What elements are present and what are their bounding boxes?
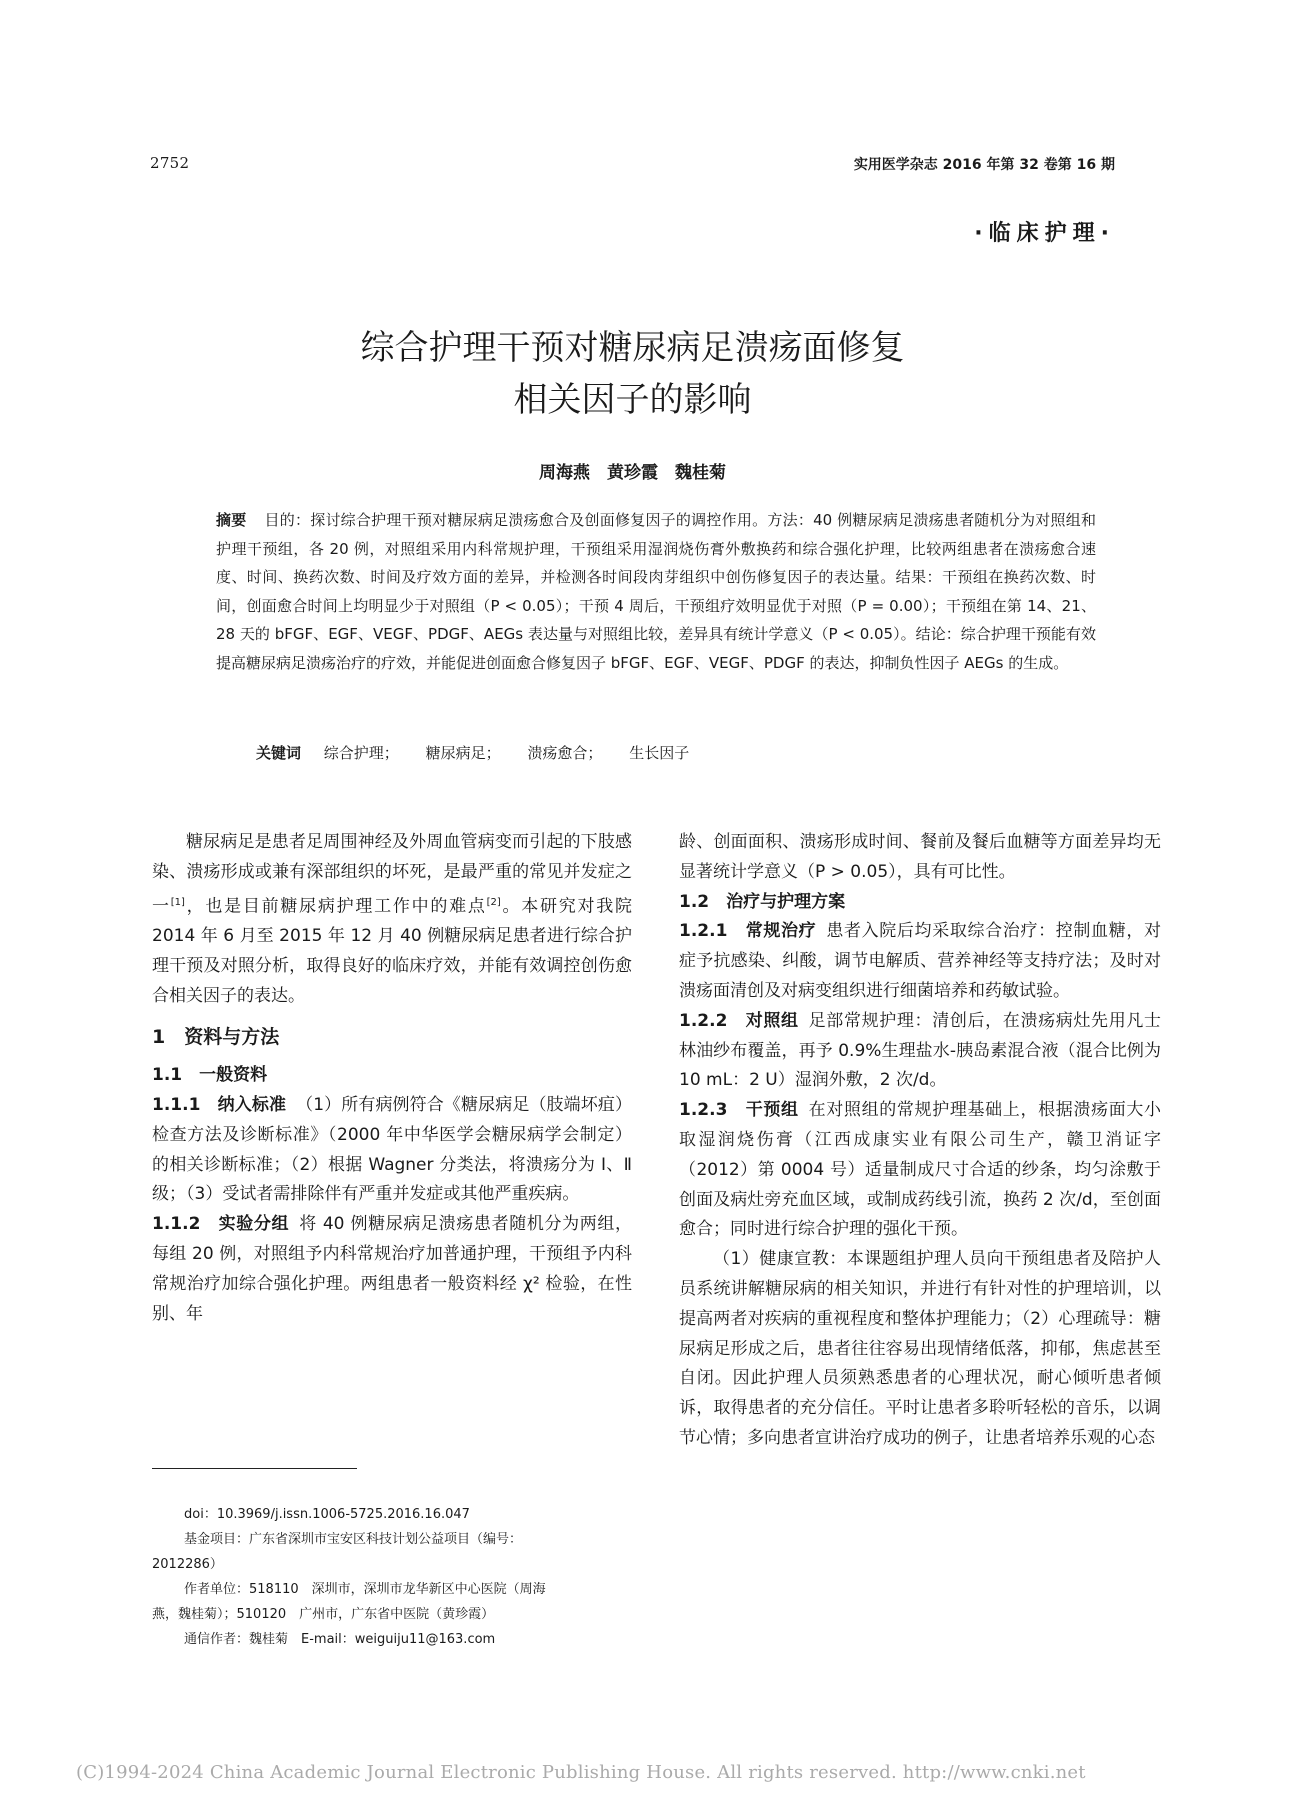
intro-paragraph: 糖尿病足是患者足周围神经及外周血管病变而引起的下肢感染、溃疡形成或兼有深部组织的坏死，是最严重的常见并发症之一[1]，也是目前糖尿病护理工作中的难点[2]。本研究对我院 2014 年 6 月至 2015 年 12 月 40 例糖尿病足患者进行综合护理干预及对照分析，取得良好的临床疗效，并能有效调控创伤愈合相关因子的表达。 [152, 832, 633, 1006]
body-column-right [679, 828, 1161, 1454]
keyword-item: 综合护理； [323, 744, 399, 762]
footnote-fund-cont: 2012286） [152, 1557, 223, 1572]
subsection-heading: 1.2 治疗与护理方案 [679, 891, 846, 912]
subsubsection-heading: 1.1.1 纳入标准 [152, 1095, 287, 1116]
subsubsection-heading: 1.2.3 干预组 [679, 1100, 799, 1121]
paragraph-inclusion: 1.1.1 纳入标准 （1）所有病例符合《糖尿病足（肢端坏疽）检查方法及诊断标准》（2000 年中华医学会糖尿病学会制定）的相关诊断标准；（2）根据 Wagner 分类法，将溃疡分为 Ⅰ、Ⅱ 级；（3）受试者需排除伴有严重并发症或其他严重疾病。 [152, 1095, 632, 1205]
section-tag: ·临床护理· [974, 221, 1115, 246]
paragraph-intervention: 1.2.3 干预组 在对照组的常规护理基础上，根据溃疡面大小取湿润烧伤膏（江西成康实业有限公司生产，赣卫消证字（2012）第 0004 号）适量制成尺寸合适的纱条，均匀涂敷于创面及病灶旁充血区域，或制成药线引流，换药 2 次/d，至创面愈合；同时进行综合护理的强化干预。 [679, 1100, 1162, 1240]
paragraph-control: 1.2.2 对照组 足部常规护理：清创后，在溃疡病灶先用凡士林油纱布覆盖，再予 0.9%生理盐水-胰岛素混合液（混合比例为 10 mL：2 U）湿润外敷，2 次/d。 [679, 1010, 1162, 1091]
section-heading: 1 资料与方法 [152, 1026, 280, 1049]
footnote-affiliation: 作者单位：518110 深圳市，深圳市龙华新区中心医院（周海 [184, 1582, 546, 1597]
abstract-label: 摘要 [216, 511, 247, 529]
subsubsection-heading: 1.1.2 实验分组 [152, 1214, 290, 1235]
article-title-line2: 相关因子的影响 [513, 380, 752, 420]
keywords-label: 关键词 [256, 744, 302, 762]
keyword-item: 生长因子 [629, 744, 690, 762]
footnote-doi: doi：10.3969/j.issn.1006-5725.2016.16.047 [184, 1507, 470, 1522]
footnote-affiliation-cont: 燕，魏桂菊）；510120 广州市，广东省中医院（黄珍霞） [152, 1607, 495, 1622]
journal-info: 实用医学杂志 2016 年第 32 卷第 16 期 [853, 157, 1115, 173]
keywords [256, 742, 1096, 763]
copyright-watermark: (C)1994-2024 China Academic Journal Electronic Publishing House. All rights reserved. http://www.cnki.net [76, 1762, 1086, 1783]
body-column-left [152, 828, 632, 1329]
footnote-corresponding: 通信作者：魏桂菊 E-mail：weiguiju11@163.com [184, 1632, 496, 1647]
authors: 周海燕 黄珍霞 魏桂菊 [539, 463, 726, 483]
footnotes [152, 1502, 632, 1652]
subsubsection-heading: 1.2.2 对照组 [679, 1010, 799, 1031]
subsection-heading: 1.1 一般资料 [152, 1065, 268, 1086]
paragraph-health-education: （1）健康宣教：本课题组护理人员向干预组患者及陪护人员系统讲解糖尿病的相关知识，并进行有针对性的护理培训，以提高两者对疾病的重视程度和整体护理能力；（2）心理疏导：糖尿病足形成之后，患者往往容易出现情绪低落，抑郁，焦虑甚至自闭。因此护理人员须熟悉患者的心理状况，耐心倾听患者倾诉，取得患者的充分信任。平时让患者多聆听轻松的音乐，以调节心情；多向患者宣讲治疗成功的例子，让患者培养乐观的心态 [679, 1249, 1161, 1448]
footnote-fund: 基金项目：广东省深圳市宝安区科技计划公益项目（编号： [184, 1532, 523, 1547]
abstract [216, 506, 1096, 678]
abstract-text: 目的：探讨综合护理干预对糖尿病足溃疡愈合及创面修复因子的调控作用。方法：40 例糖尿病足溃疡患者随机分为对照组和护理干预组，各 20 例，对照组采用内科常规护理，干预组采用湿润烧伤膏外敷换药和综合强化护理，比较两组患者在溃疡愈合速度、时间、换药次数、时间及疗效方面的差异，并检测各时间段肉芽组织中创伤修复因子的表达量。结果：干预组在换药次数、时间，创面愈合时间上均明显少于对照组（P < 0.05）；干预 4 周后，干预组疗效明显优于对照（P = 0.00）；干预组在第 14、21、28 天的 bFGF、EGF、VEGF、PDGF、AEGs 表达量与对照组比较，差异具有统计学意义（P < 0.05）。结论：综合护理干预能有效提高糖尿病足溃疡治疗的疗效，并能促进创面愈合修复因子 bFGF、EGF、VEGF、PDGF 的表达，抑制负性因子 AEGs 的生成。 [216, 511, 1096, 672]
citation-ref: [1] [170, 896, 185, 908]
keyword-item: 溃疡愈合； [527, 744, 603, 762]
keyword-item: 糖尿病足； [425, 744, 501, 762]
paragraph-grouping: 1.1.2 实验分组 将 40 例糖尿病足溃疡患者随机分为两组，每组 20 例，对照组予内科常规治疗加普通护理，干预组予内科常规治疗加综合强化护理。两组患者一般资料经 χ² 检验，在性别、年 [152, 1214, 632, 1324]
article-title-line1: 综合护理干预对糖尿病足溃疡面修复 [360, 328, 905, 368]
page-number: 2752 [150, 154, 190, 172]
paragraph-continued: 龄、创面面积、溃疡形成时间、餐前及餐后血糖等方面差异均无显著统计学意义（P > 0.05），具有可比性。 [679, 832, 1161, 882]
footnote-divider [152, 1468, 357, 1469]
paragraph-routine: 1.2.1 常规治疗 患者入院后均采取综合治疗：控制血糖，对症予抗感染、纠酸，调节电解质、营养神经等支持疗法；及时对溃疡面清创及对病变组织进行细菌培养和药敏试验。 [679, 921, 1162, 1001]
subsubsection-heading: 1.2.1 常规治疗 [679, 921, 817, 942]
citation-ref: [2] [486, 896, 501, 908]
